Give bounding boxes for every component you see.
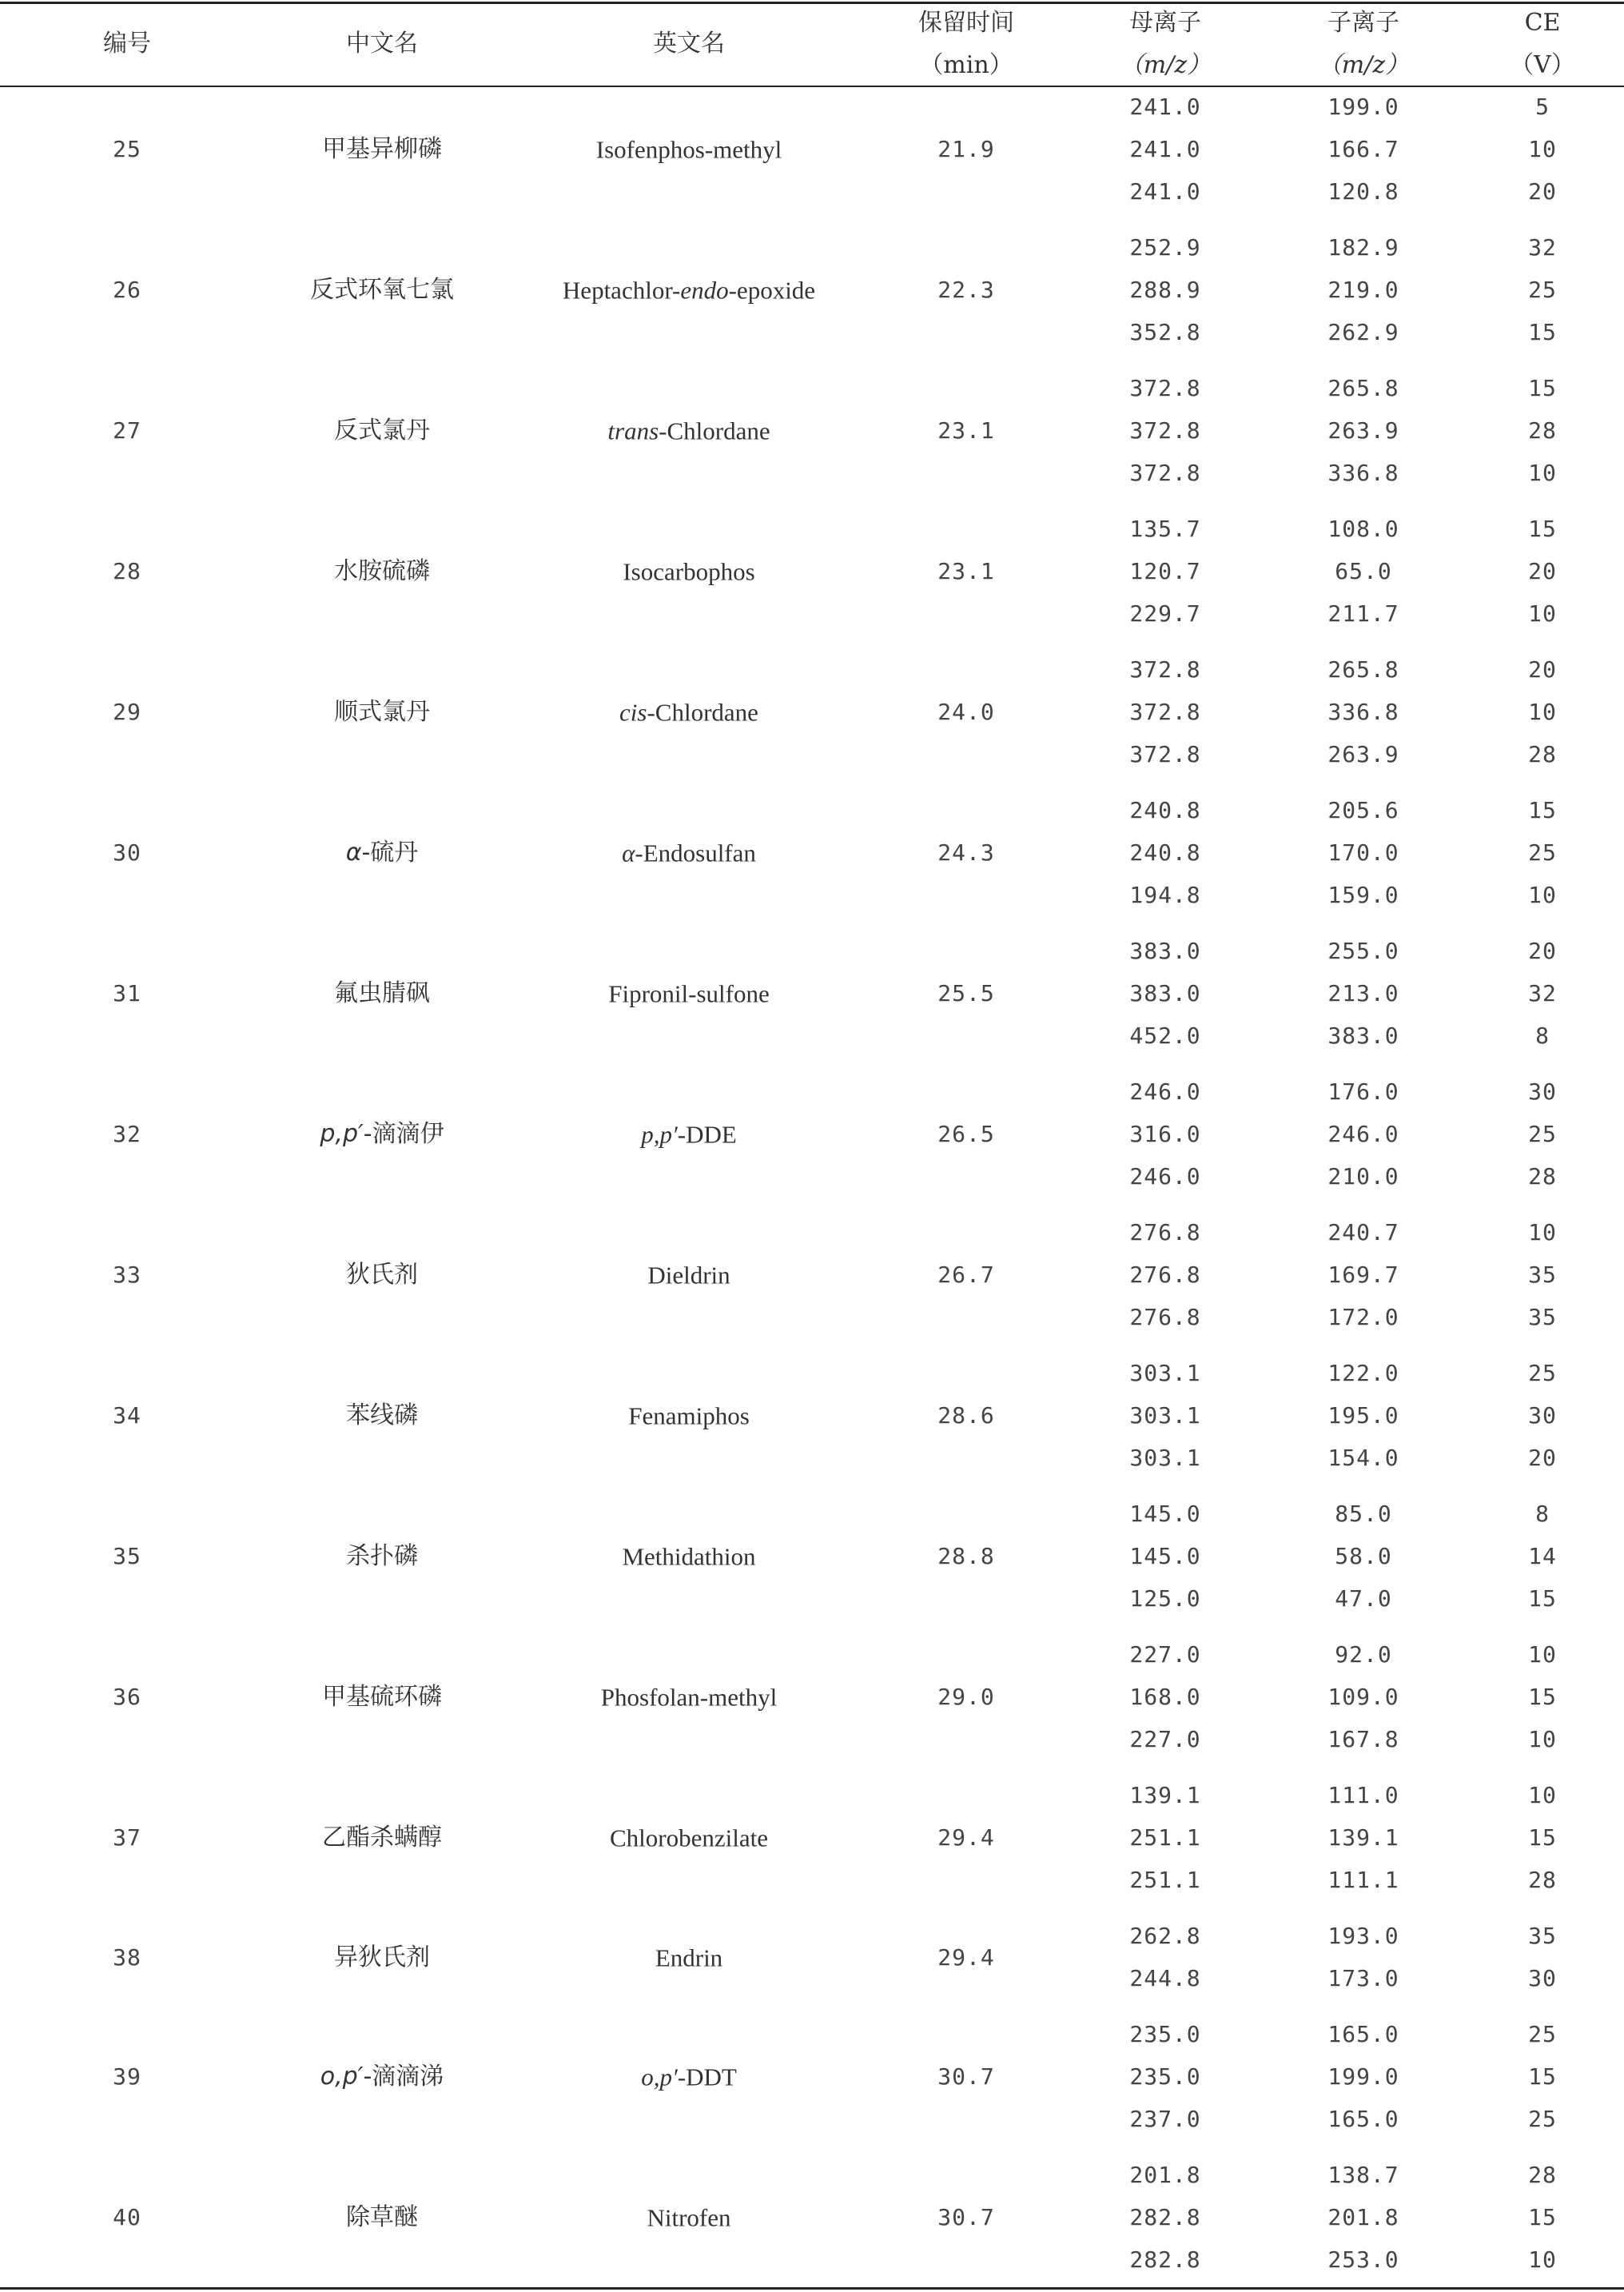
collision-energy: 10 [1528,1219,1557,1246]
precursor-ion: 303.1 [1129,1402,1201,1429]
product-ion: 58.0 [1335,1543,1392,1569]
precursor-ion: 125.0 [1129,1585,1201,1612]
product-ion: 201.8 [1327,2204,1399,2230]
precursor-ion: 139.1 [1129,1782,1201,1808]
product-ion: 154.0 [1327,1445,1399,1471]
collision-energy: 35 [1528,1304,1557,1330]
collision-energy: 10 [1528,460,1557,486]
retention-time: 26.7 [937,1262,995,1288]
product-ion: 120.8 [1327,178,1399,205]
english-name: Fipronil-sulfone [608,979,770,1008]
precursor-ion: 120.7 [1129,558,1201,584]
precursor-ion: 282.8 [1129,2246,1201,2273]
chinese-name: 杀扑磷 [346,1542,418,1570]
english-name: Chlorobenzilate [610,1824,768,1852]
precursor-ion: 303.1 [1129,1360,1201,1386]
table-top-rule [0,2,1624,4]
product-ion: 240.7 [1327,1219,1399,1246]
product-ion: 246.0 [1327,1121,1399,1147]
collision-energy: 25 [1528,277,1557,303]
collision-energy: 10 [1528,1782,1557,1808]
collision-energy: 25 [1528,2021,1557,2047]
precursor-ion: 241.0 [1129,178,1201,205]
product-ion: 213.0 [1327,980,1399,1006]
english-name: o,p′-DDT [641,2063,737,2091]
precursor-ion: 452.0 [1129,1022,1201,1049]
retention-time: 26.5 [937,1121,995,1147]
product-ion: 166.7 [1327,136,1399,162]
precursor-ion: 372.8 [1129,375,1201,401]
precursor-ion: 194.8 [1129,882,1201,908]
chinese-name: p,p′-滴滴伊 [320,1120,444,1148]
row-id: 35 [113,1543,141,1569]
collision-energy: 15 [1528,1824,1557,1851]
product-ion: 193.0 [1327,1923,1399,1949]
row-id: 28 [113,558,141,584]
product-ion: 139.1 [1327,1824,1399,1851]
retention-time: 23.1 [937,558,995,584]
collision-energy: 10 [1528,136,1557,162]
precursor-ion: 241.0 [1129,136,1201,162]
row-id: 38 [113,1943,141,1971]
product-ion: 159.0 [1327,882,1399,908]
collision-energy: 20 [1528,558,1557,584]
retention-time: 30.7 [937,2204,995,2230]
retention-time: 21.9 [937,136,995,162]
chinese-name: 除草醚 [346,2203,418,2231]
precursor-ion: 235.0 [1129,2063,1201,2090]
chinese-name: 狄氏剂 [346,1261,418,1289]
precursor-ion: 246.0 [1129,1163,1201,1190]
chinese-name: α-硫丹 [345,839,419,867]
collision-energy: 10 [1528,1641,1557,1668]
header-collision-energy-unit: （V） [1510,51,1575,79]
product-ion: 170.0 [1327,839,1399,866]
chinese-name: 苯线磷 [346,1401,418,1429]
chinese-name: 反式氯丹 [334,417,430,444]
product-ion: 336.8 [1327,699,1399,725]
header-collision-energy: CE [1524,9,1561,37]
precursor-ion: 303.1 [1129,1445,1201,1471]
retention-time: 25.5 [937,980,995,1006]
product-ion: 263.9 [1327,741,1399,767]
collision-energy: 28 [1528,1867,1557,1893]
collision-energy: 20 [1528,938,1557,964]
chinese-name: 甲基异柳磷 [322,135,442,163]
product-ion: 65.0 [1335,558,1392,584]
english-name: Isocarbophos [623,557,755,586]
collision-energy: 28 [1528,417,1557,444]
product-ion: 262.9 [1327,319,1399,345]
precursor-ion: 227.0 [1129,1726,1201,1752]
product-ion: 265.8 [1327,656,1399,683]
retention-time: 30.7 [937,2063,995,2090]
precursor-ion: 352.8 [1129,319,1201,345]
english-name: Fenamiphos [628,1401,750,1430]
collision-energy: 32 [1528,234,1557,261]
precursor-ion: 240.8 [1129,797,1201,823]
collision-energy: 10 [1528,600,1557,627]
retention-time: 24.3 [937,839,995,866]
row-id: 30 [113,839,141,866]
precursor-ion: 241.0 [1129,94,1201,120]
row-id: 39 [113,2063,141,2090]
collision-energy: 10 [1528,699,1557,725]
collision-energy: 25 [1528,2106,1557,2132]
english-name: Isofenphos-methyl [595,135,782,164]
collision-energy: 30 [1528,1078,1557,1105]
product-ion: 111.1 [1327,1867,1399,1893]
english-name: Endrin [655,1943,723,1971]
product-ion: 173.0 [1327,1965,1399,1991]
collision-energy: 5 [1535,94,1550,120]
retention-time: 28.8 [937,1543,995,1569]
precursor-ion: 276.8 [1129,1304,1201,1330]
collision-energy: 14 [1528,1543,1557,1569]
collision-energy: 28 [1528,2162,1557,2188]
row-id: 32 [113,1121,141,1147]
collision-energy: 15 [1528,797,1557,823]
retention-time: 29.0 [937,1684,995,1710]
product-ion: 199.0 [1327,94,1399,120]
chinese-name: 氟虫腈砜 [334,979,430,1007]
header-retention-time-unit: （min） [919,51,1013,79]
header-chinese-name: 中文名 [346,30,418,58]
english-name: Nitrofen [647,2203,731,2232]
product-ion: 172.0 [1327,1304,1399,1330]
row-id: 31 [113,980,141,1006]
precursor-ion: 251.1 [1129,1867,1201,1893]
collision-energy: 15 [1528,1684,1557,1710]
english-name: Heptachlor-endo-epoxide [562,276,816,305]
row-id: 26 [113,277,141,303]
row-id: 25 [113,136,141,162]
collision-energy: 25 [1528,1360,1557,1386]
precursor-ion: 316.0 [1129,1121,1201,1147]
precursor-ion: 252.9 [1129,234,1201,261]
precursor-ion: 244.8 [1129,1965,1201,1991]
chinese-name: o,p′-滴滴涕 [320,2063,444,2091]
english-name: cis-Chlordane [619,698,758,727]
precursor-ion: 246.0 [1129,1078,1201,1105]
product-ion: 336.8 [1327,460,1399,486]
product-ion: 109.0 [1327,1684,1399,1710]
precursor-ion: 168.0 [1129,1684,1201,1710]
product-ion: 165.0 [1327,2021,1399,2047]
english-name: Dieldrin [647,1261,730,1289]
retention-time: 22.3 [937,277,995,303]
collision-energy: 25 [1528,839,1557,866]
product-ion: 199.0 [1327,2063,1399,2090]
collision-energy: 28 [1528,741,1557,767]
collision-energy: 20 [1528,1445,1557,1471]
collision-energy: 15 [1528,1585,1557,1612]
precursor-ion: 288.9 [1129,277,1201,303]
product-ion: 167.8 [1327,1726,1399,1752]
collision-energy: 15 [1528,319,1557,345]
precursor-ion: 201.8 [1129,2162,1201,2188]
row-id: 29 [113,699,141,725]
table-bottom-rule [0,2287,1624,2290]
collision-energy: 30 [1528,1402,1557,1429]
collision-energy: 20 [1528,656,1557,683]
product-ion: 383.0 [1327,1022,1399,1049]
collision-energy: 10 [1528,1726,1557,1752]
precursor-ion: 383.0 [1129,980,1201,1006]
precursor-ion: 145.0 [1129,1501,1201,1527]
chinese-name: 乙酯杀螨醇 [322,1824,442,1852]
header-product-ion-unit: （m/z） [1317,51,1410,79]
precursor-ion: 372.8 [1129,699,1201,725]
product-ion: 263.9 [1327,417,1399,444]
product-ion: 219.0 [1327,277,1399,303]
chinese-name: 反式环氧七氯 [310,276,454,304]
header-product-ion: 子离子 [1327,9,1399,37]
header-bottom-rule [0,86,1624,87]
header-precursor-ion: 母离子 [1129,9,1201,37]
product-ion: 176.0 [1327,1078,1399,1105]
collision-energy: 28 [1528,1163,1557,1190]
product-ion: 210.0 [1327,1163,1399,1190]
retention-time: 23.1 [937,417,995,444]
collision-energy: 10 [1528,882,1557,908]
collision-energy: 32 [1528,980,1557,1006]
collision-energy: 15 [1528,2204,1557,2230]
retention-time: 24.0 [937,699,995,725]
product-ion: 47.0 [1335,1585,1392,1612]
collision-energy: 30 [1528,1965,1557,1991]
row-id: 34 [113,1402,141,1429]
header-retention-time: 保留时间 [918,9,1014,37]
precursor-ion: 372.8 [1129,460,1201,486]
english-name: Phosfolan-methyl [600,1683,778,1712]
precursor-ion: 240.8 [1129,839,1201,866]
row-id: 40 [113,2204,141,2230]
english-name: α-Endosulfan [622,839,756,867]
collision-energy: 35 [1528,1923,1557,1949]
collision-energy: 8 [1535,1501,1550,1527]
precursor-ion: 251.1 [1129,1824,1201,1851]
english-name: Methidathion [622,1542,756,1571]
precursor-ion: 235.0 [1129,2021,1201,2047]
collision-energy: 15 [1528,2063,1557,2090]
collision-energy: 10 [1528,2246,1557,2273]
precursor-ion: 237.0 [1129,2106,1201,2132]
product-ion: 265.8 [1327,375,1399,401]
precursor-ion: 276.8 [1129,1219,1201,1246]
precursor-ion: 227.0 [1129,1641,1201,1668]
product-ion: 255.0 [1327,938,1399,964]
retention-time: 29.4 [937,1824,995,1851]
collision-energy: 15 [1528,516,1557,542]
chinese-name: 甲基硫环磷 [322,1683,442,1711]
product-ion: 85.0 [1335,1501,1392,1527]
precursor-ion: 372.8 [1129,656,1201,683]
product-ion: 92.0 [1335,1641,1392,1668]
collision-energy: 35 [1528,1262,1557,1288]
precursor-ion: 276.8 [1129,1262,1201,1288]
precursor-ion: 135.7 [1129,516,1201,542]
collision-energy: 8 [1535,1022,1550,1049]
retention-time: 28.6 [937,1402,995,1429]
precursor-ion: 145.0 [1129,1543,1201,1569]
precursor-ion: 282.8 [1129,2204,1201,2230]
product-ion: 205.6 [1327,797,1399,823]
product-ion: 108.0 [1327,516,1399,542]
chinese-name: 水胺硫磷 [334,557,430,585]
product-ion: 169.7 [1327,1262,1399,1288]
retention-time: 29.4 [937,1943,995,1971]
product-ion: 122.0 [1327,1360,1399,1386]
header-precursor-ion-unit: （m/z） [1119,51,1212,79]
product-ion: 211.7 [1327,600,1399,627]
header-english-name: 英文名 [653,30,725,58]
collision-energy: 20 [1528,178,1557,205]
product-ion: 111.0 [1327,1782,1399,1808]
row-id: 33 [113,1262,141,1288]
collision-energy: 15 [1528,375,1557,401]
product-ion: 253.0 [1327,2246,1399,2273]
precursor-ion: 372.8 [1129,741,1201,767]
collision-energy: 25 [1528,1121,1557,1147]
precursor-ion: 262.8 [1129,1923,1201,1949]
product-ion: 195.0 [1327,1402,1399,1429]
row-id: 27 [113,417,141,444]
precursor-ion: 372.8 [1129,417,1201,444]
product-ion: 182.9 [1327,234,1399,261]
english-name: trans-Chlordane [607,417,770,445]
precursor-ion: 383.0 [1129,938,1201,964]
chinese-name: 顺式氯丹 [334,698,430,726]
precursor-ion: 229.7 [1129,600,1201,627]
row-id: 36 [113,1684,141,1710]
row-id: 37 [113,1824,141,1851]
english-name: p,p′-DDE [641,1120,737,1149]
product-ion: 138.7 [1327,2162,1399,2188]
header-id: 编号 [103,30,151,58]
product-ion: 165.0 [1327,2106,1399,2132]
chinese-name: 异狄氏剂 [334,1943,430,1971]
